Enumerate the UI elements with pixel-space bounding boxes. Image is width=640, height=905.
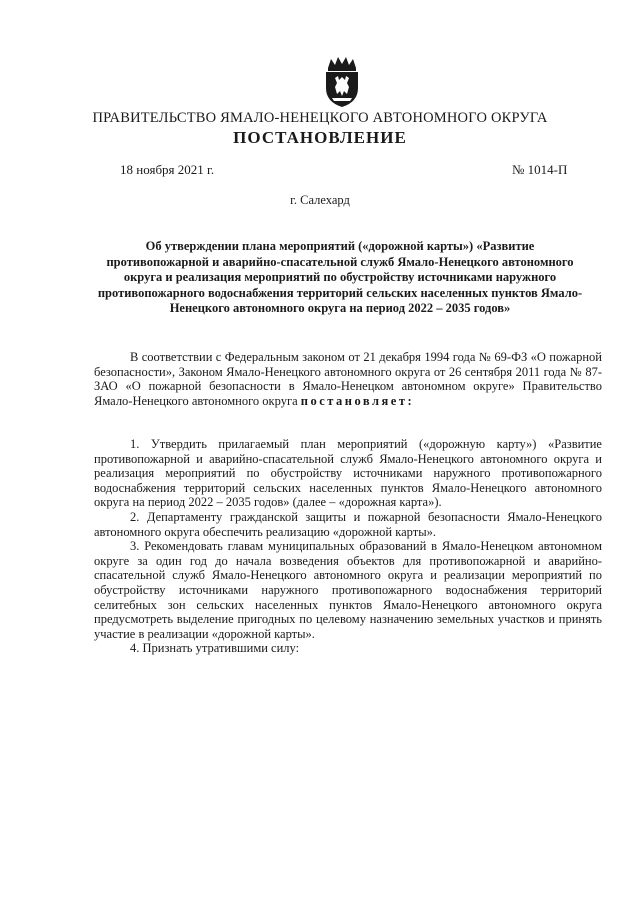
- decree-item-3: 3. Рекомендовать главам муниципальных образований в Ямало-Ненецком автономном округе за один год до начала возведения объектов для противопожарной и аварийно-спасательной служб Ямало-Ненецкого автономного округа и реализации мероприятий по обустройству источниками наружного противопожарного водоснабжения территорий селитебных зон сельских населенных пунктов Ямало-Ненецкого автономного округа предусмотреть выделение пригодных по целевому назначению земельных участков и принять участие в реализации «дорожной карты».: [94, 539, 602, 641]
- document-date: 18 ноября 2021 г.: [120, 162, 215, 177]
- preamble-paragraph: [94, 350, 602, 408]
- document-heading: Об утверждении плана мероприятий («дорожной карты») «Развитие противопожарной и аварийно-спасательной служб Ямало-Ненецкого автономного округа и реализация мероприятий по обустройству источниками наружного противопожарного водоснабжения территорий сельских населенных пунктов Ямало-Ненецкого автономного округа на период 2022 – 2035 годов»: [97, 239, 583, 315]
- preamble-text: В соответствии с Федеральным законом от 21 декабря 1994 года № 69-ФЗ «О пожарной безопасности», Законом Ямало-Ненецкого автономного округа от 26 сентября 2011 года № 87-ЗАО «О пожарной безопасности в Ямало-Ненецком автономном округе» Правительство Ямало-Ненецкого автономного округа: [94, 350, 602, 408]
- document-city: г. Салехард: [290, 193, 350, 207]
- government-title: ПРАВИТЕЛЬСТВО ЯМАЛО-НЕНЕЦКОГО АВТОНОМНОГО ОКРУГА: [92, 110, 548, 126]
- document-type: ПОСТАНОВЛЕНИЕ: [233, 128, 407, 147]
- document-number: № 1014-П: [512, 162, 568, 177]
- decree-word: постановляет:: [300, 393, 415, 408]
- decree-item-1: 1. Утвердить прилагаемый план мероприятий («дорожную карту») «Развитие противопожарной и аварийно-спасательной служб Ямало-Ненецкого автономного округа и реализация мероприятий по обустройству источниками наружного противопожарного водоснабжения территорий сельских населенных пунктов Ямало-Ненецкого автономного округа на период 2022 – 2035 годов» (далее – «дорожная карта»).: [94, 437, 602, 510]
- decree-item-2: 2. Департаменту гражданской защиты и пожарной безопасности Ямало-Ненецкого автономного округа обеспечить реализацию «дорожной карты».: [94, 509, 602, 539]
- coat-of-arms-icon: [322, 56, 362, 108]
- decree-item-4: 4. Признать утратившими силу:: [130, 641, 300, 656]
- preamble: [94, 350, 602, 408]
- decree-items: [94, 437, 602, 656]
